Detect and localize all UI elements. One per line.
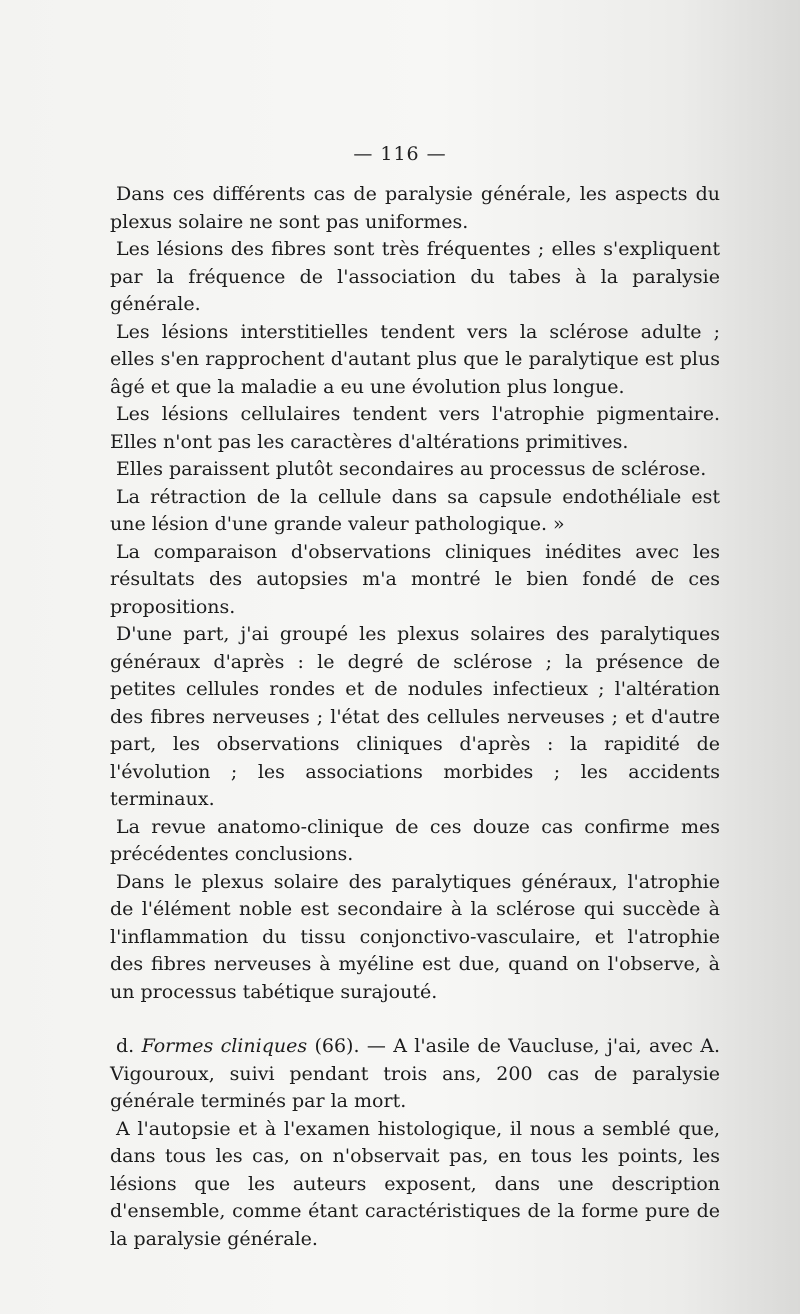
page-number: — 116 —	[353, 143, 447, 165]
final-paragraph: A l'autopsie et à l'examen histologique, il nous a semblé que, dans tous les cas, on n'observait pas, en tous les points, les lésions que les auteurs exposent, dans une description d'ensemble, comme étant caractéristiques de la forme pure de la paralysie générale.	[110, 1117, 720, 1250]
section-d-ref: (66).	[314, 1035, 360, 1057]
section-d-paragraph	[110, 1033, 720, 1116]
paragraph: Les lésions des fibres sont très fréquentes ; elles s'expliquent par la fréquence de l'association du tabes à la paralysie générale.	[110, 238, 720, 315]
paragraph: La revue anatomo-clinique de ces douze cas confirme mes précédentes conclusions.	[110, 815, 720, 865]
paragraph: Les lésions interstitielles tendent vers la sclérose adulte ; elles s'en rapprochent d'autant plus que le paralytique est plus âgé et que la maladie a eu une évolution plus longue.	[110, 320, 720, 398]
paragraph: La comparaison d'observations cliniques inédites avec les résultats des autopsies m'a montré le bien fondé de ces propositions.	[110, 540, 720, 618]
paragraph: La rétraction de la cellule dans sa capsule endothéliale est une lésion d'une grande valeur pathologique. »	[110, 485, 720, 535]
section-d-text: — A l'asile de Vaucluse, j'ai, avec A. Vigouroux, suivi pendant trois ans, 200 cas de paralysie générale terminés par la mort.	[110, 1035, 721, 1112]
paragraph: Elles paraissent plutôt secondaires au processus de sclérose.	[116, 458, 707, 480]
paragraph: Dans le plexus solaire des paralytiques généraux, l'atrophie de l'élément noble est secondaire à la sclérose qui succède à l'inflammation du tissu conjonctivo-vasculaire, et l'atrophie des fibres nerveuses à myéline est due, quand on l'observe, à un processus tabétique surajouté.	[110, 870, 720, 1003]
section-d-title: Formes cliniques	[141, 1035, 308, 1057]
paragraph: D'une part, j'ai groupé les plexus solaires des paralytiques généraux d'après : le degré de sclérose ; la présence de petites cellules rondes et de nodules infectieux ; l'altération des fibres nerveuses ; l'état des cellules nerveuses ; et d'autre part, les observations cliniques d'après : la rapidité de l'évolution ; les associations morbides ; les accidents terminaux.	[110, 623, 720, 810]
section-d-label: d.	[116, 1035, 135, 1057]
paragraph: Les lésions cellulaires tendent vers l'atrophie pigmentaire. Elles n'ont pas les caractères d'altérations primitives.	[110, 403, 720, 453]
body-text	[110, 181, 720, 1253]
paragraph: Dans ces différents cas de paralysie générale, les aspects du plexus solaire ne sont pas uniformes.	[110, 183, 720, 233]
